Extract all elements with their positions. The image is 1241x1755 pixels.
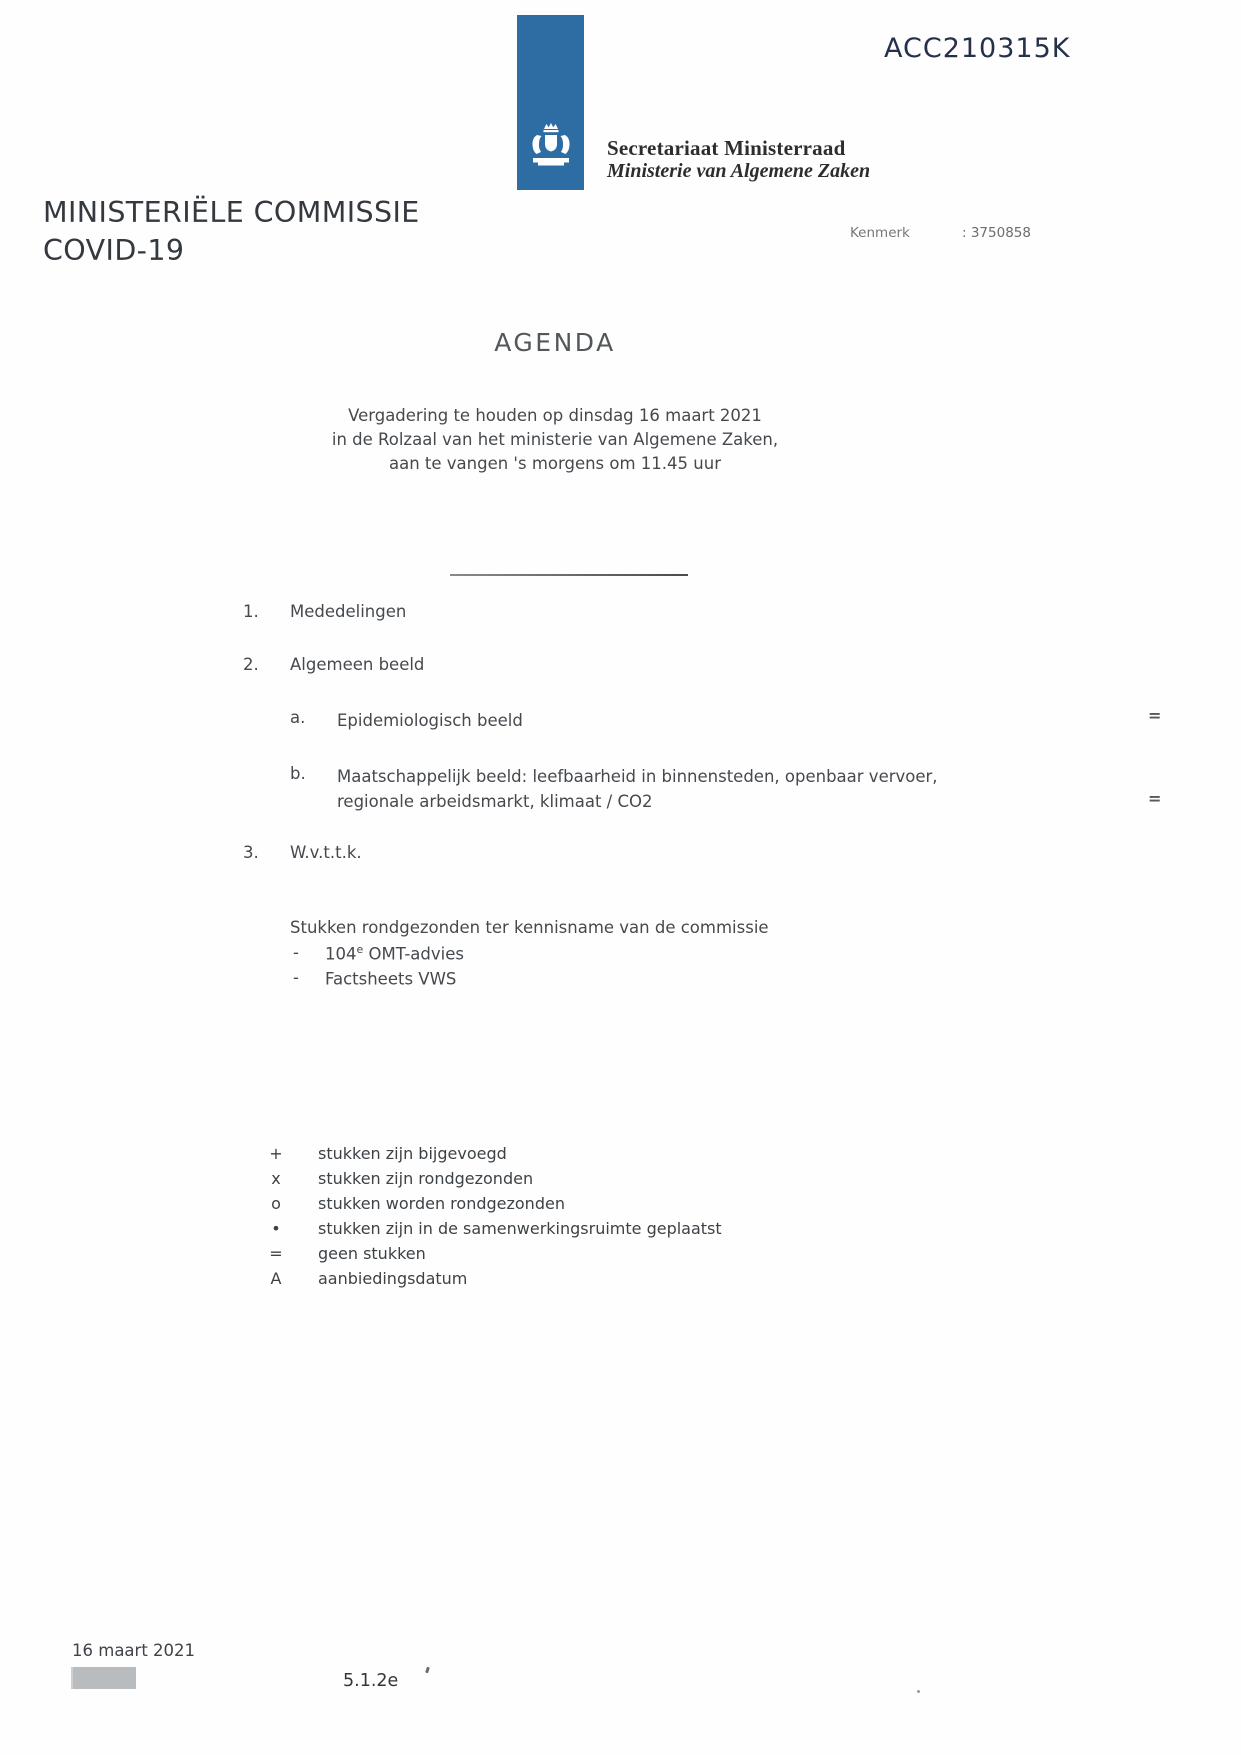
sub-item-text-line1: Maatschappelijk beeld: leefbaarheid in binnensteden, openbaar vervoer, — [337, 767, 938, 786]
footer-date: 16 maart 2021 — [72, 1641, 196, 1660]
circulated-item-pre: 104 — [325, 944, 357, 964]
section-divider — [450, 574, 688, 576]
legend-text: stukken zijn in de samenwerkingsruimte geplaatst — [318, 1219, 722, 1238]
legend-symbol: o — [271, 1194, 281, 1213]
circulated-item-pre: Factsheets VWS — [325, 969, 457, 989]
redaction-ground-code: 5.1.2e — [343, 1671, 399, 1691]
sub-item-text — [337, 764, 997, 814]
agenda-heading: AGENDA — [494, 328, 616, 357]
agenda-item-text: Mededelingen — [290, 602, 407, 621]
bullet-dash: - — [293, 943, 299, 962]
commission-title-line2: COVID-19 — [43, 234, 185, 267]
circulated-item-superscript: e — [356, 943, 364, 956]
document-code: ACC210315K — [884, 33, 1071, 64]
no-documents-marker: = — [1148, 789, 1162, 808]
sub-item-letter: b. — [290, 764, 306, 783]
redaction-box — [71, 1667, 136, 1689]
legend-symbol: = — [269, 1244, 283, 1263]
agenda-item-number: 2. — [243, 655, 259, 674]
meeting-line3: aan te vangen 's morgens om 11.45 uur — [388, 454, 721, 473]
circulated-item-post: OMT-advies — [363, 944, 464, 964]
circulated-item — [325, 968, 456, 989]
meeting-line1: Vergadering te houden op dinsdag 16 maart 2021 — [348, 406, 762, 425]
circulated-intro: Stukken rondgezonden ter kennisname van de commissie — [290, 918, 769, 937]
legend-symbol: + — [269, 1144, 283, 1163]
agenda-item-text: W.v.t.t.k. — [290, 843, 362, 862]
legend-symbol: • — [271, 1219, 281, 1238]
agenda-item-text: Algemeen beeld — [290, 655, 425, 674]
legend-text: stukken worden rondgezonden — [318, 1194, 565, 1213]
commission-title-line1: MINISTERIËLE COMMISSIE — [43, 196, 420, 229]
coat-of-arms-icon — [517, 120, 584, 176]
rijksoverheid-logo-banner — [517, 15, 584, 190]
sub-item-text: Epidemiologisch beeld — [337, 711, 523, 730]
commission-title — [43, 194, 420, 270]
scan-speck — [425, 1667, 430, 1674]
meeting-details — [230, 404, 880, 476]
scan-speck — [917, 1690, 920, 1693]
sub-item-text-line2: regionale arbeidsmarkt, klimaat / CO2 — [337, 792, 653, 811]
agenda-item-number: 1. — [243, 602, 259, 621]
legend-text: stukken zijn rondgezonden — [318, 1169, 534, 1188]
legend-text: geen stukken — [318, 1244, 426, 1263]
bullet-dash: - — [293, 968, 299, 987]
legend-text: stukken zijn bijgevoegd — [318, 1144, 507, 1163]
meeting-line2: in de Rolzaal van het ministerie van Algemene Zaken, — [331, 430, 779, 449]
legend-text: aanbiedingsdatum — [318, 1269, 468, 1288]
circulated-item — [325, 943, 464, 964]
reference-value: : 3750858 — [962, 225, 1031, 241]
sub-item-letter: a. — [290, 708, 306, 727]
logo-org-line2: Ministerie van Algemene Zaken — [607, 160, 871, 182]
legend-symbol: x — [271, 1169, 281, 1188]
logo-org-line1: Secretariaat Ministerraad — [607, 136, 846, 160]
no-documents-marker: = — [1148, 706, 1162, 725]
reference-label: Kenmerk — [850, 225, 910, 241]
agenda-item-number: 3. — [243, 843, 259, 862]
legend-symbol: A — [270, 1269, 282, 1288]
